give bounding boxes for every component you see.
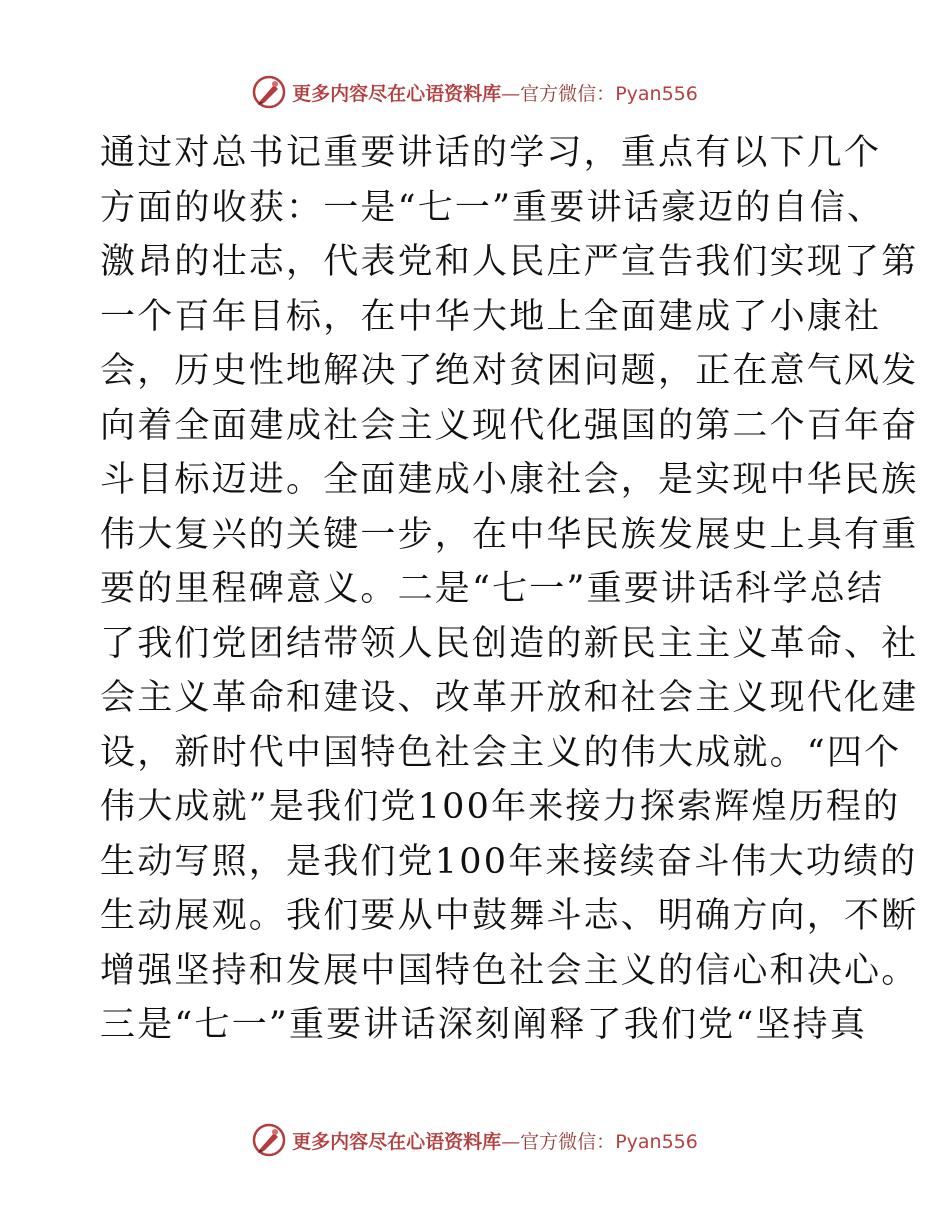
text-line: 会主义革命和建设、改革开放和社会主义现代化建: [100, 678, 919, 718]
text-line: 了我们党团结带领人民创造的新民主主义革命、社: [100, 623, 919, 664]
text-line: 设，新时代中国特色社会主义的伟大成就。“四个: [100, 732, 902, 773]
banner-text: 更多内容尽在心语资料库—官方微信：Pyan556: [292, 1130, 698, 1153]
text-line: 激昂的壮志，代表党和人民庄严宣告我们实现了第: [100, 242, 919, 282]
text-line: 要的里程碑意义。二是“七一”重要讲话科学总结: [100, 569, 885, 609]
text-line: 生动写照，是我们党100年来接续奋斗伟大功绩的: [100, 841, 918, 882]
text-line: 三是“七一”重要讲话深刻阐释了我们党“坚持真: [100, 1005, 868, 1045]
text-line: 一个百年目标，在中华大地上全面建成了小康社: [100, 296, 882, 337]
text-line: 通过对总书记重要讲话的学习，重点有以下几个: [100, 133, 882, 173]
text-line: 方面的收获：一是“七一”重要讲话豪迈的自信、: [100, 187, 885, 228]
footer-banner: [0, 1120, 950, 1160]
header-banner: [0, 72, 950, 112]
text-line: 增强坚持和发展中国特色社会主义的信心和决心。: [100, 950, 919, 991]
text-line: 伟大复兴的关键一步，在中华民族发展史上具有重: [100, 514, 919, 555]
text-line: 向着全面建成社会主义现代化强国的第二个百年奋: [100, 405, 919, 446]
text-line: 生动展观。我们要从中鼓舞斗志、明确方向，不断: [100, 896, 919, 936]
text-line: 伟大成就”是我们党100年来接力探索辉煌历程的: [100, 787, 901, 827]
text-line: 斗目标迈进。全面建成小康社会，是实现中华民族: [100, 460, 919, 500]
document-body: [100, 126, 919, 1053]
banner-text: 更多内容尽在心语资料库—官方微信：Pyan556: [292, 82, 698, 105]
text-line: 会，历史性地解决了绝对贫困问题，正在意气风发: [100, 351, 919, 391]
pen-logo-icon: [252, 1123, 286, 1157]
pen-logo-icon: [252, 75, 286, 109]
